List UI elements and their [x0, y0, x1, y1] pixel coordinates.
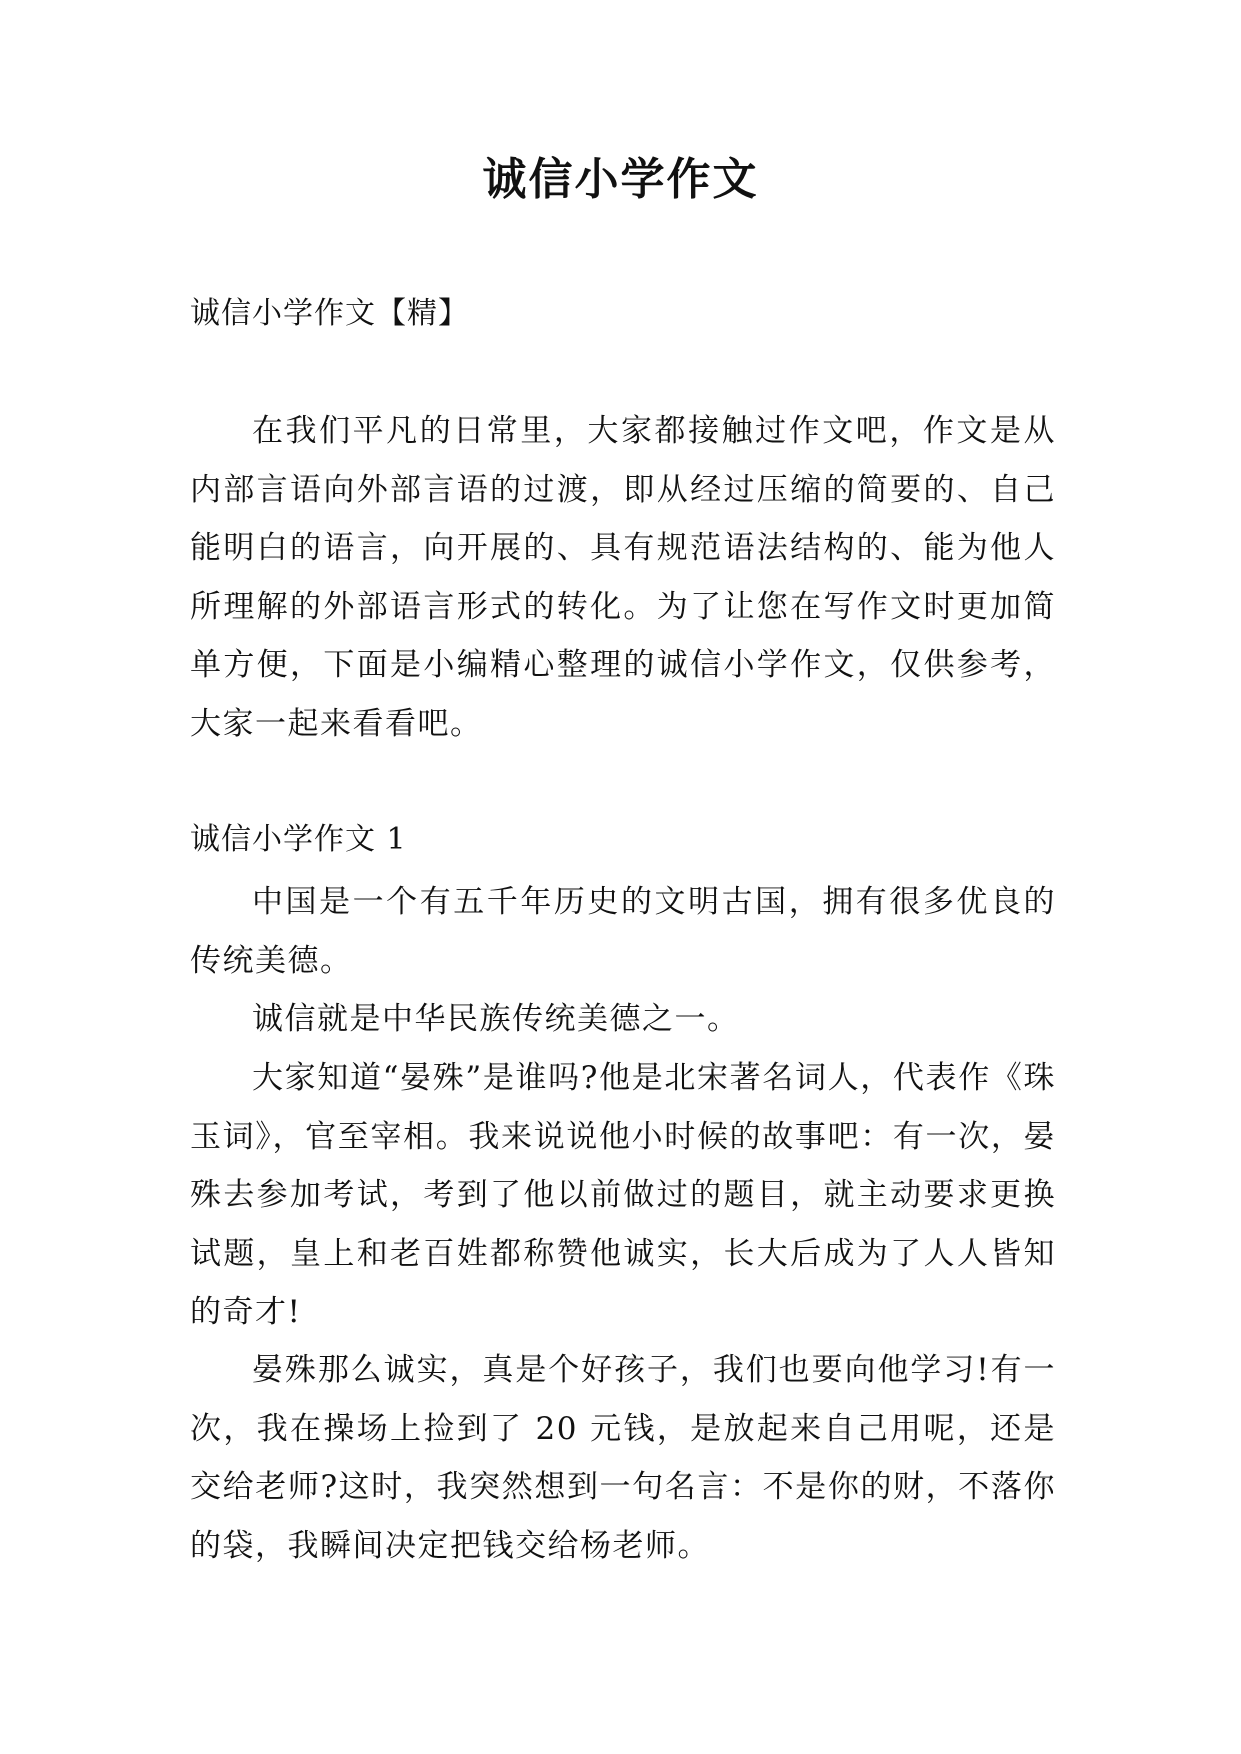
body-paragraph: 中国是一个有五千年历史的文明古国，拥有很多优良的传统美德。	[190, 884, 1056, 979]
body-paragraph: 大家知道“晏殊”是谁吗?他是北宋著名词人，代表作《珠玉词》，官至宰相。我来说说他小时候的故事吧：有一次，晏殊去参加考试，考到了他以前做过的题目，就主动要求更换试题，皇上和老百姓都称赞他诚实，长大后成为了人人皆知的奇才!	[190, 1060, 1056, 1330]
intro-paragraph: 在我们平凡的日常里，大家都接触过作文吧，作文是从内部言语向外部言语的过渡，即从经过压缩的简要的、自己能明白的语言，向开展的、具有规范语法结构的、能为他人所理解的外部语言形式的转化。为了让您在写作文时更加简单方便，下面是小编精心整理的诚信小学作文，仅供参考，大家一起来看看吧。	[190, 413, 1056, 742]
body-paragraph: 诚信就是中华民族传统美德之一。	[252, 1001, 740, 1037]
body-paragraph: 晏殊那么诚实，真是个好孩子，我们也要向他学习!有一次，我在操场上捡到了 20 元钱，是放起来自己用呢，还是交给老师?这时，我突然想到一句名言：不是你的财，不落你的袋，我瞬间决定把钱交给杨老师。	[190, 1352, 1056, 1564]
section-heading: 诚信小学作文 1	[190, 822, 407, 857]
document-title: 诚信小学作文	[482, 154, 759, 205]
document-subtitle: 诚信小学作文【精】	[190, 296, 469, 331]
